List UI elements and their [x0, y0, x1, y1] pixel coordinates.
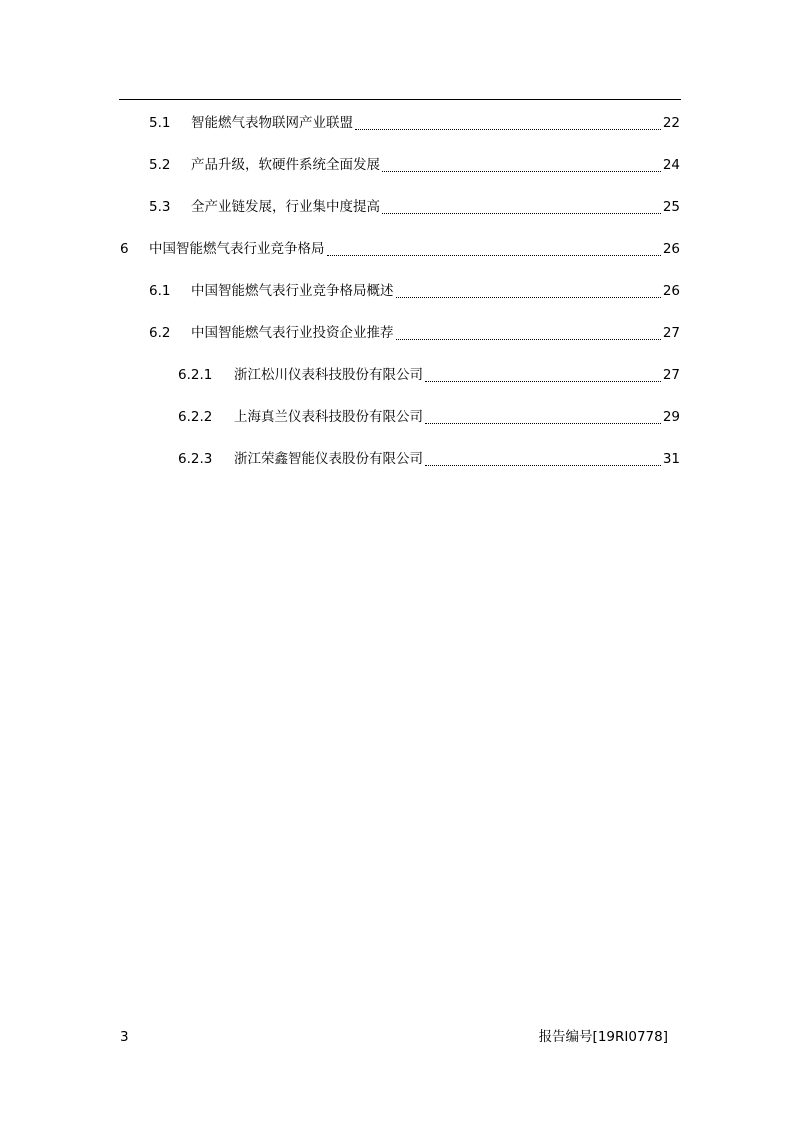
- toc-entry-page: 25: [662, 199, 680, 215]
- toc-entry-title: 中国智能燃气表行业投资企业推荐: [191, 325, 394, 341]
- toc-dot-leader: [396, 297, 661, 298]
- toc-entry-page: 26: [662, 283, 680, 299]
- toc-dot-leader: [382, 213, 661, 214]
- toc-entry-6-2-2[interactable]: [178, 407, 680, 427]
- toc-entry-title: 浙江荣鑫智能仪表股份有限公司: [234, 451, 423, 467]
- toc-entry-5-3[interactable]: [149, 197, 680, 217]
- toc-dot-leader: [382, 171, 661, 172]
- toc-entry-number: 6.2.3: [178, 451, 213, 467]
- toc-entry-page: 26: [662, 241, 680, 257]
- toc-entry-number: 6.1: [149, 283, 171, 299]
- toc-entry-number: 5.2: [149, 157, 171, 173]
- toc-entry-page: 31: [662, 451, 680, 467]
- toc-entry-number: 6: [120, 241, 129, 257]
- toc-entry-6-1[interactable]: [149, 281, 680, 301]
- toc-entry-number: 5.1: [149, 115, 171, 131]
- toc-entry-page: 27: [662, 367, 680, 383]
- toc-entry-6-2[interactable]: [149, 323, 680, 343]
- toc-entry-5-1[interactable]: [149, 113, 680, 133]
- toc-entry-6[interactable]: [120, 239, 680, 259]
- toc-entry-title: 智能燃气表物联网产业联盟: [191, 115, 353, 131]
- toc-dot-leader: [396, 339, 661, 340]
- toc-entry-5-2[interactable]: [149, 155, 680, 175]
- toc-dot-leader: [355, 129, 661, 130]
- toc-dot-leader: [425, 423, 661, 424]
- toc-entry-page: 29: [662, 409, 680, 425]
- toc-dot-leader: [327, 255, 661, 256]
- table-of-contents: [0, 0, 800, 500]
- toc-entry-page: 22: [662, 115, 680, 131]
- toc-dot-leader: [425, 465, 661, 466]
- toc-entry-number: 6.2.1: [178, 367, 213, 383]
- footer-page-number: 3: [120, 1029, 129, 1045]
- toc-entry-number: 6.2.2: [178, 409, 213, 425]
- toc-entry-title: 产品升级，软硬件系统全面发展: [191, 157, 380, 173]
- toc-entry-number: 5.3: [149, 199, 171, 215]
- toc-entry-title: 全产业链发展，行业集中度提高: [191, 199, 380, 215]
- toc-entry-page: 27: [662, 325, 680, 341]
- toc-entry-number: 6.2: [149, 325, 171, 341]
- footer-report-number: 报告编号[19RI0778]: [538, 1029, 668, 1045]
- toc-entry-6-2-3[interactable]: [178, 449, 680, 469]
- toc-entry-title: 中国智能燃气表行业竞争格局: [149, 241, 325, 257]
- toc-entry-title: 中国智能燃气表行业竞争格局概述: [191, 283, 394, 299]
- toc-entry-page: 24: [662, 157, 680, 173]
- toc-dot-leader: [425, 381, 661, 382]
- toc-entry-title: 上海真兰仪表科技股份有限公司: [234, 409, 423, 425]
- toc-entry-title: 浙江松川仪表科技股份有限公司: [234, 367, 423, 383]
- toc-entry-6-2-1[interactable]: [178, 365, 680, 385]
